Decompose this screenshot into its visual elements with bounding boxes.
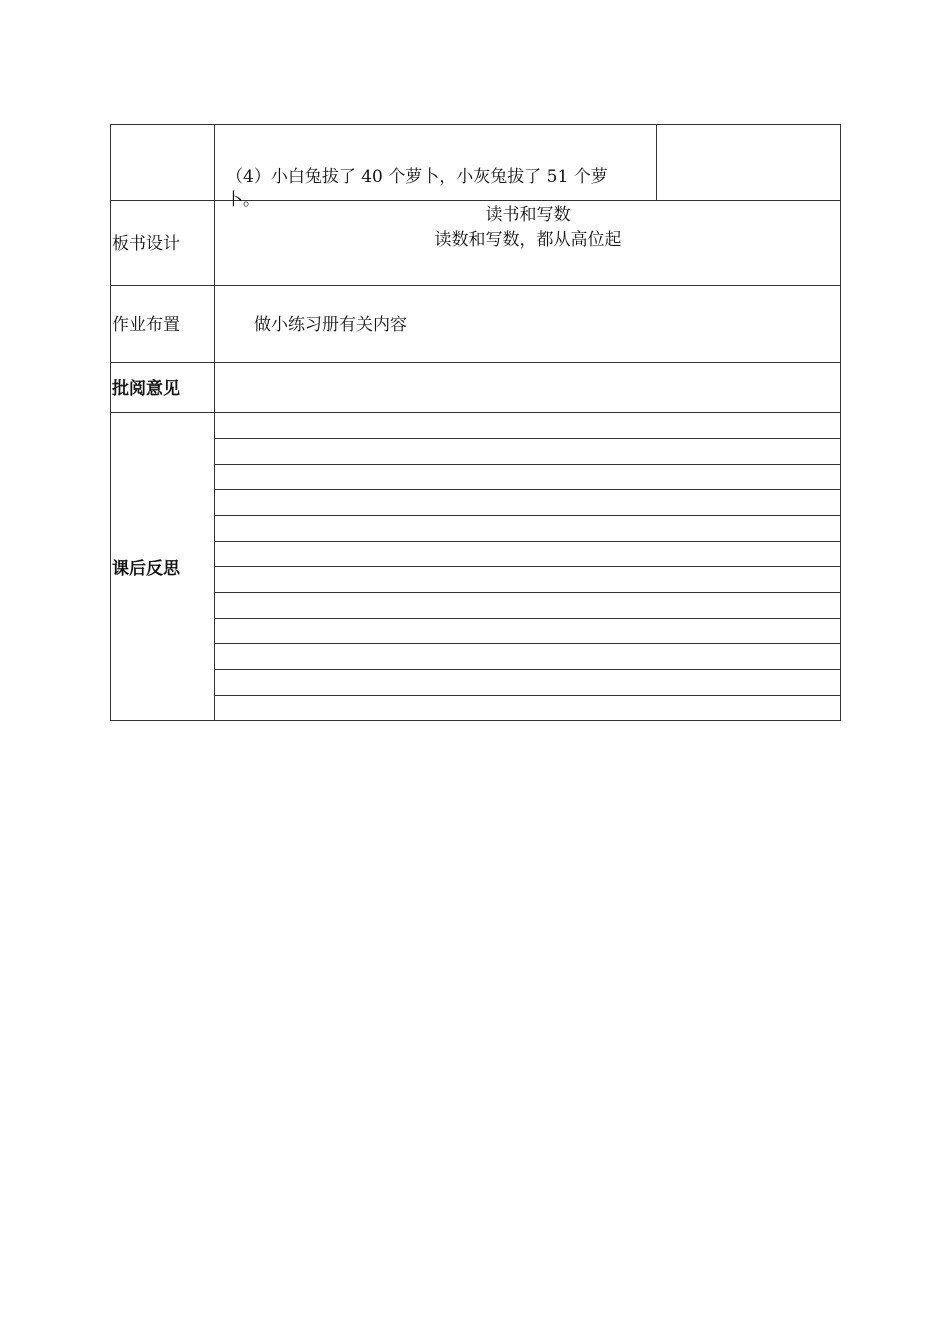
board-design-line2: 读数和写数，都从高位起 <box>434 230 622 250</box>
review-label: 批阅意见 <box>112 379 180 399</box>
reflection-ruled-line <box>214 695 841 696</box>
table-bottom-border <box>110 720 841 721</box>
row-separator-4 <box>110 412 841 413</box>
homework-label: 作业布置 <box>112 315 180 335</box>
row1-content-line2: 卜。 <box>226 190 260 210</box>
reflection-ruled-line <box>214 592 841 593</box>
row1-content-line1: （4）小白兔拔了 40 个萝卜，小灰兔拔了 51 个萝 <box>226 167 608 187</box>
reflection-ruled-line <box>214 464 841 465</box>
table-top-border <box>110 124 841 125</box>
reflection-ruled-line <box>214 438 841 439</box>
reflection-ruled-line <box>214 566 841 567</box>
reflection-ruled-line <box>214 541 841 542</box>
row-separator-1 <box>110 200 841 201</box>
homework-content: 做小练习册有关内容 <box>254 315 407 335</box>
reflection-ruled-line <box>214 515 841 516</box>
reflection-ruled-line <box>214 489 841 490</box>
reflection-ruled-line <box>214 669 841 670</box>
reflection-label: 课后反思 <box>112 559 180 579</box>
board-design-line1: 读书和写数 <box>485 205 571 225</box>
row-separator-2 <box>110 285 841 286</box>
table-left-border <box>110 124 111 721</box>
reflection-ruled-line <box>214 643 841 644</box>
board-design-label: 板书设计 <box>112 234 180 254</box>
row1-inner-divider <box>656 124 657 200</box>
row-separator-3 <box>110 362 841 363</box>
reflection-ruled-line <box>214 618 841 619</box>
